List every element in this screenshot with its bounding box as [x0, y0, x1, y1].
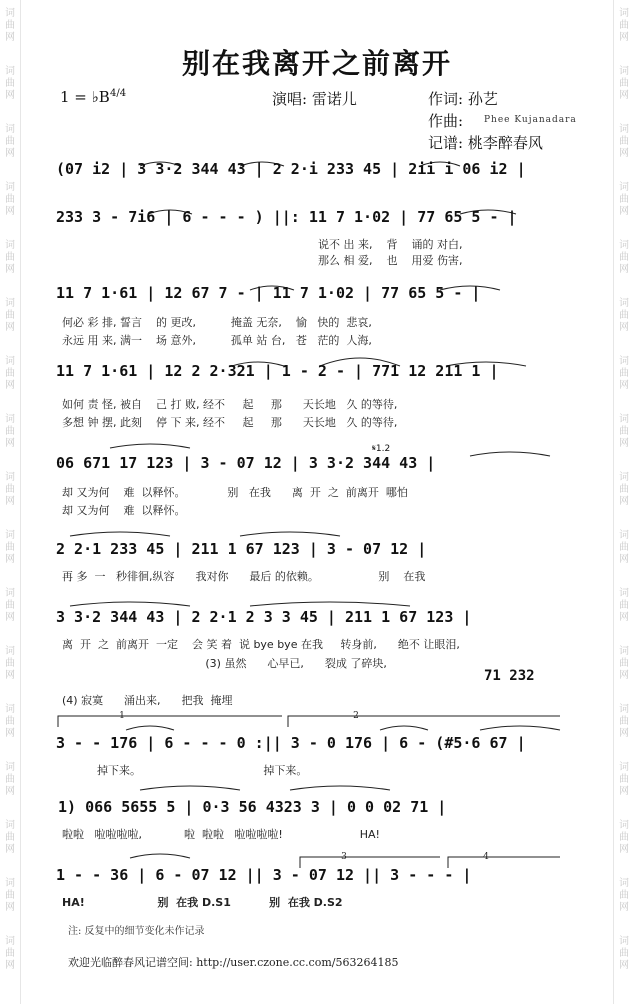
watermark-mark: 词 曲 网: [619, 936, 629, 971]
score-system-1: (07 i2 | 3 3·2 344 43 | 2 2·i 233 45 | 2ii i 06 i2 |: [56, 160, 526, 178]
watermark-mark: 词 曲 网: [619, 356, 629, 391]
watermark-mark: 词 曲 网: [619, 530, 629, 565]
lyrics-line: (3) 虽然 心早已, 裂成 了碎块,: [62, 657, 387, 670]
key-signature: 1 = ♭B: [60, 88, 110, 106]
transcriber-credit: 记谱: 桃李醉春风: [428, 134, 543, 152]
score-system-7: 3 3·2 344 43 | 2 2·1 2 3 3 45 | 211 1 67 123 |: [56, 608, 472, 626]
watermark-mark: 词 曲 网: [619, 762, 629, 797]
lyrics-line: 却 又为何 难 以释怀。 别 在我 离 开 之 前离开 哪怕: [62, 486, 408, 499]
lyrics-line: 再 多 一 秒徘徊,纵容 我对你 最后 的依赖。 别 在我: [62, 570, 426, 583]
lyrics-line: 何必 彩 排, 誓言 的 更改, 掩盖 无奈, 愉 快的 悲哀,: [62, 316, 372, 329]
singer-credit: 演唱: 雷诺儿: [272, 90, 357, 108]
watermark-mark: 词 曲 网: [619, 878, 629, 913]
watermark-mark: 词 曲 网: [619, 182, 629, 217]
watermark-mark: 词 曲 网: [619, 472, 629, 507]
score-system-3: 11 7 1·61 | 12 67 7 - | 11 7 1·02 | 77 65 5 - |: [56, 284, 481, 302]
watermark-mark: 词 曲 网: [5, 762, 15, 797]
volta-1-label: 1: [119, 711, 125, 721]
watermark-mark: 词 曲 网: [5, 298, 15, 333]
lyrics-line: 掉下来。 掉下来。: [62, 764, 308, 777]
score-system-10: 1 - - 36 | 6 - 07 12 || 3 - 07 12 || 3 - - - |: [56, 866, 472, 884]
alt-notes-verse-4: 71 232: [484, 668, 535, 684]
watermark-mark: 词 曲 网: [5, 356, 15, 391]
watermark-mark: 词 曲 网: [619, 820, 629, 855]
watermark-mark: 词 曲 网: [619, 704, 629, 739]
watermark-mark: 词 曲 网: [5, 588, 15, 623]
time-signature-value: 4/4: [110, 88, 127, 99]
lyricist-credit: 作词: 孙艺: [428, 90, 498, 108]
watermark-mark: 词 曲 网: [5, 182, 15, 217]
watermark-mark: 词 曲 网: [619, 646, 629, 681]
lyrics-line: HA! 别 在我 D.S1 别 在我 D.S2: [62, 896, 343, 909]
lyrics-line: 却 又为何 难 以释怀。: [62, 504, 186, 517]
volta-2-label: 2: [353, 711, 359, 721]
footnote: 注: 反复中的细节变化未作记录: [68, 926, 205, 937]
watermark-mark: 词 曲 网: [619, 240, 629, 275]
watermark-mark: 词 曲 网: [5, 704, 15, 739]
lyrics-line: 永远 用 来, 满一 场 意外, 孤单 站 台, 苍 茫的 人海,: [62, 334, 372, 347]
score-system-8: 3 - - 176 | 6 - - - 0 :|| 3 - 0 176 | 6 - (#5·6 67 |: [56, 734, 526, 752]
watermark-mark: 词 曲 网: [5, 878, 15, 913]
score-system-4: 11 7 1·61 | 12 2 2·321 | 1 - 2 - | 771 12 211 1 |: [56, 362, 499, 380]
song-title: 别在我离开之前离开: [181, 47, 452, 80]
watermark-mark: 词 曲 网: [5, 646, 15, 681]
score-system-5: 06 671 17 123 | 3 - 07 12 | 3 3·2 344 43 |: [56, 454, 436, 472]
watermark-mark: 词 曲 网: [5, 8, 15, 43]
volta-3-label: 3: [341, 852, 347, 862]
watermark-mark: 词 曲 网: [5, 530, 15, 565]
lyrics-line: 离 开 之 前离开 一定 会 笑 着 说 bye bye 在我 转身前, 绝不 让眼泪,: [62, 638, 460, 651]
score-system-2: 233 3 - 7i6 | 6 - - - ) ||: 11 7 1·02 | 77 65 5 - |: [56, 208, 517, 226]
segno-mark: 𝄋1.2: [372, 444, 391, 454]
score-system-6: 2 2·1 233 45 | 211 1 67 123 | 3 - 07 12 |: [56, 540, 427, 558]
watermark-mark: 词 曲 网: [5, 820, 15, 855]
lyrics-line: 如何 责 怪, 被自 己 打 败, 经不 起 那 天长地 久 的等待,: [62, 398, 398, 411]
lyrics-line: (4) 寂寞 涌出来, 把我 掩埋: [62, 694, 233, 707]
composer-name: Phee Kujanadara: [484, 115, 577, 125]
footer-website: 欢迎光临醉春风记谱空间: http://user.czone.cc.com/563264185: [68, 956, 399, 969]
watermark-mark: 词 曲 网: [5, 472, 15, 507]
lyrics-line: 那么 相 爱, 也 用爱 伤害,: [318, 254, 463, 267]
lyrics-line: 说不 出 来, 背 诵的 对白,: [318, 238, 463, 251]
watermark-mark: 词 曲 网: [619, 66, 629, 101]
watermark-mark: 词 曲 网: [619, 588, 629, 623]
watermark-mark: 词 曲 网: [5, 124, 15, 159]
watermark-mark: 词 曲 网: [5, 936, 15, 971]
watermark-mark: 词 曲 网: [5, 66, 15, 101]
volta-4-label: 4: [483, 852, 489, 862]
watermark-mark: 词 曲 网: [5, 414, 15, 449]
watermark-mark: 词 曲 网: [5, 240, 15, 275]
score-system-9: 1) 066 5655 5 | 0·3 56 4323 3 | 0 0 02 71 |: [58, 798, 447, 816]
watermark-mark: 词 曲 网: [619, 298, 629, 333]
watermark-mark: 词 曲 网: [619, 124, 629, 159]
composer-label: 作曲:: [428, 112, 464, 130]
lyrics-line: 啦啦 啦啦啦啦, 啦 啦啦 啦啦啦啦! HA!: [62, 828, 380, 841]
watermark-mark: 词 曲 网: [619, 414, 629, 449]
lyrics-line: 多想 钟 摆, 此刻 停 下 来, 经不 起 那 天长地 久 的等待,: [62, 416, 398, 429]
watermark-mark: 词 曲 网: [619, 8, 629, 43]
